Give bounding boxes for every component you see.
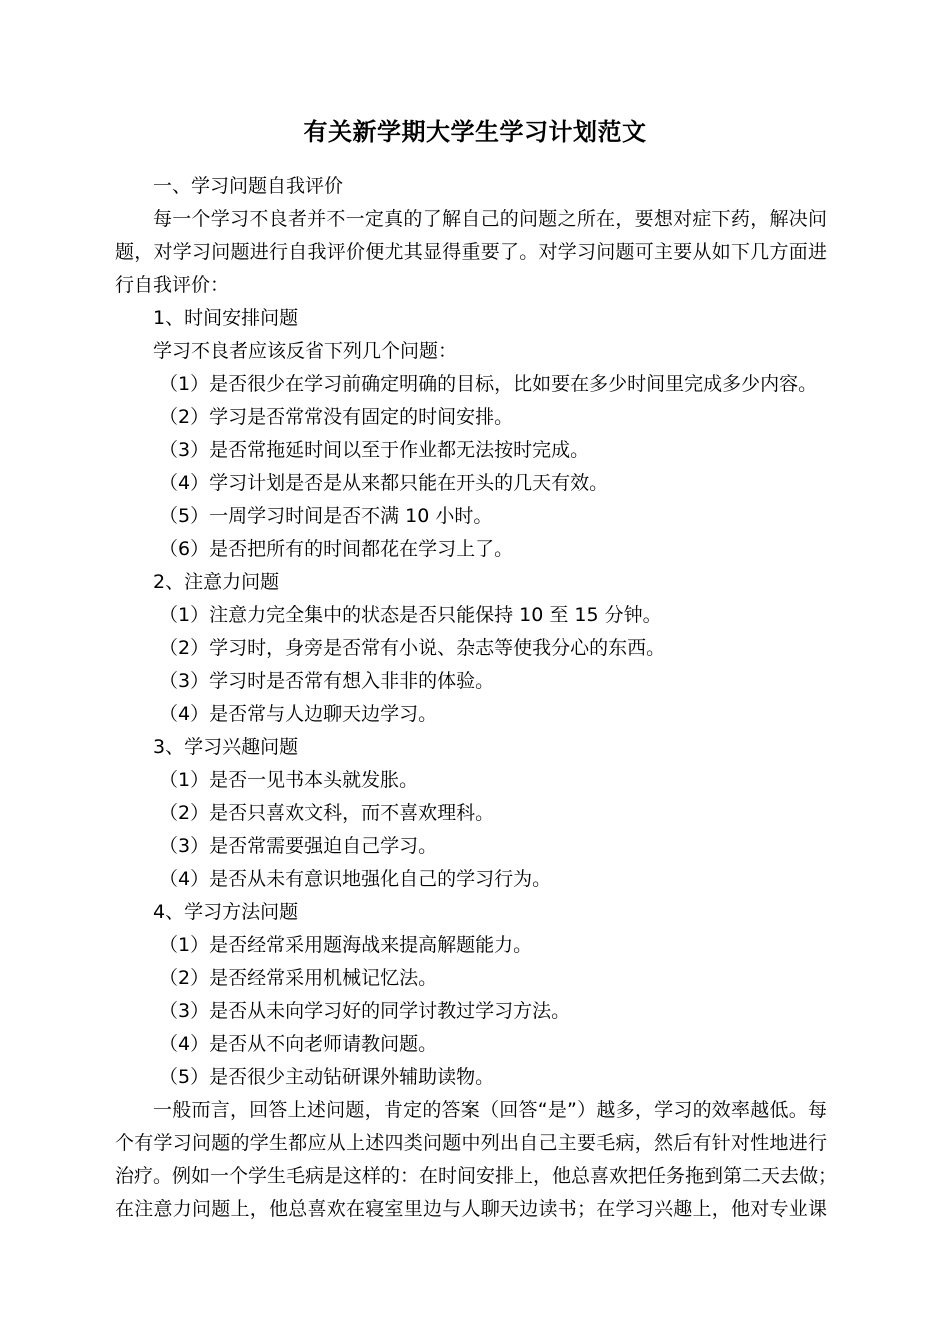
list-item: （2）学习时，身旁是否常有小说、杂志等使我分心的东西。	[159, 637, 666, 659]
list-item: （1）是否一见书本头就发胀。	[159, 769, 419, 791]
list-item: （1）注意力完全集中的状态是否只能保持 10 至 15 分钟。	[159, 604, 662, 626]
list-item: （5）是否很少主动钻研课外辅助读物。	[159, 1066, 495, 1088]
list-item: （4）是否从未有意识地强化自己的学习行为。	[159, 868, 552, 890]
list-item: （6）是否把所有的时间都花在学习上了。	[159, 538, 514, 560]
list-item: （3）是否常拖延时间以至于作业都无法按时完成。	[159, 439, 590, 461]
paragraph-line: 个有学习问题的学生都应从上述四类问题中列出自己主要毛病，然后有针对性地进行	[115, 1132, 827, 1154]
subsection-heading: 1、时间安排问题	[153, 307, 299, 329]
paragraph-line: 行自我评价：	[115, 274, 230, 296]
section-heading: 一、学习问题自我评价	[153, 175, 344, 197]
subsection-heading: 3、学习兴趣问题	[153, 736, 299, 758]
list-item: （4）是否从不向老师请教问题。	[159, 1033, 438, 1055]
document-title: 有关新学期大学生学习计划范文	[303, 118, 647, 146]
list-item: （2）学习是否常常没有固定的时间安排。	[159, 406, 514, 428]
list-item: （3）是否从未向学习好的同学讨教过学习方法。	[159, 1000, 571, 1022]
paragraph-line: 每一个学习不良者并不一定真的了解自己的问题之所在，要想对症下药，解决问	[153, 208, 827, 230]
list-item: （4）学习计划是否是从来都只能在开头的几天有效。	[159, 472, 609, 494]
list-item: （1）是否很少在学习前确定明确的目标，比如要在多少时间里完成多少内容。	[159, 373, 818, 395]
list-item: （3）学习时是否常有想入非非的体验。	[159, 670, 495, 692]
paragraph-line: 题，对学习问题进行自我评价便尤其显得重要了。对学习问题可主要从如下几方面进	[115, 241, 827, 263]
list-item: （1）是否经常采用题海战来提高解题能力。	[159, 934, 533, 956]
list-item: （5）一周学习时间是否不满 10 小时。	[159, 505, 493, 527]
paragraph-line: 治疗。例如一个学生毛病是这样的：在时间安排上，他总喜欢把任务拖到第二天去做；	[115, 1165, 838, 1187]
list-item: （2）是否经常采用机械记忆法。	[159, 967, 438, 989]
paragraph-line: 在注意力问题上，他总喜欢在寝室里边与人聊天边读书；在学习兴趣上，他对专业课	[115, 1198, 827, 1220]
subsection-heading: 4、学习方法问题	[153, 901, 299, 923]
subsection-heading: 2、注意力问题	[153, 571, 280, 593]
list-item: （2）是否只喜欢文科，而不喜欢理科。	[159, 802, 495, 824]
paragraph-line: 一般而言，回答上述问题，肯定的答案（回答“是”）越多，学习的效率越低。每	[153, 1099, 827, 1121]
list-item: （3）是否常需要强迫自己学习。	[159, 835, 438, 857]
list-item: （4）是否常与人边聊天边学习。	[159, 703, 438, 725]
paragraph-line: 学习不良者应该反省下列几个问题：	[153, 340, 458, 362]
